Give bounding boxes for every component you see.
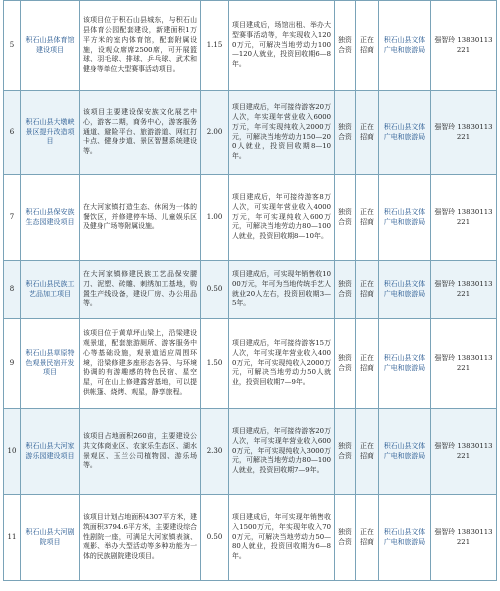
investment-amount: 1.50 xyxy=(201,319,229,409)
table-row xyxy=(4,409,497,495)
contact-info: 强智玲 13830113221 xyxy=(431,495,497,581)
project-description: 该项目位于黄草坪山梁上，沿梁建设观景道，配套旅游厕所、游客服务中心等基础设施，观景道适应周围环境，沿梁修建多座形态各异、与环境协调的有游趣感的特色民宿、星空屋，可在山上修建露营基地，可以提供帐篷、烧烤、观星，静享旅程。 xyxy=(80,319,201,409)
project-name: 积石山县大墩峡景区提升改造项目 xyxy=(21,91,80,175)
investment-project-table xyxy=(3,0,497,581)
project-description: 该项目位于积石山县城东，与积石山县体育公园配套建设，新建面积1万平方米的室内体育馆，配套附属设施，设观众席席2500席，可开展篮球、羽毛球、排球、乒乓球、武术和健身等单位大型赛事活动项目。 xyxy=(80,1,201,91)
project-status: 正在招商 xyxy=(356,261,379,319)
table-row xyxy=(4,495,497,581)
cooperation-mode: 独资合资 xyxy=(335,495,356,581)
project-status: 正在招商 xyxy=(356,91,379,175)
contact-info: 强智玲 13830113221 xyxy=(431,261,497,319)
project-description: 该项目占地面积260亩，主要建设公共文体商业区、农家乐生态区、湖水景观区、玉兰公司植物园、游乐场等。 xyxy=(80,409,201,495)
contact-info: 强智玲 13830113221 xyxy=(431,319,497,409)
contact-info: 强智玲 13830113221 xyxy=(431,175,497,261)
economic-benefit: 项目建成后，年可接待游客20万人次，年可实现年营业收入6000万元，年可实现纯收入3000万元，可解决当地劳动力80—100人就业，投资回收期7—9年。 xyxy=(229,409,335,495)
contact-info: 强智玲 13830113221 xyxy=(431,1,497,91)
project-name: 积石山县民族工艺品加工项目 xyxy=(21,261,80,319)
project-status: 正在招商 xyxy=(356,1,379,91)
row-index: 7 xyxy=(4,175,21,261)
responsible-unit: 积石山县文体广电和旅游局 xyxy=(379,91,431,175)
project-description: 在大河家镇打造生态、休闲为一体的餐饮区，并修建停车场、儿童娱乐区及健身广场等附属设施。 xyxy=(80,175,201,261)
investment-amount: 2.30 xyxy=(201,409,229,495)
contact-info: 强智玲 13830113221 xyxy=(431,409,497,495)
contact-info: 强智玲 13830113221 xyxy=(431,91,497,175)
cooperation-mode: 独资合资 xyxy=(335,261,356,319)
row-index: 9 xyxy=(4,319,21,409)
project-name: 积石山县保安族生态园建设项目 xyxy=(21,175,80,261)
investment-amount: 2.00 xyxy=(201,91,229,175)
investment-amount: 1.00 xyxy=(201,175,229,261)
project-status: 正在招商 xyxy=(356,495,379,581)
table-row xyxy=(4,1,497,91)
table-row xyxy=(4,319,497,409)
economic-benefit: 项目建成后，场馆出租、举办大型赛事活动等，年实现收入1200万元，可解决当地劳动力100—120人就业，投资回收期6—8年。 xyxy=(229,1,335,91)
responsible-unit: 积石山县文体广电和旅游局 xyxy=(379,261,431,319)
project-description: 该项目主要建设保安族文化展艺中心，游客二期，商务中心，游客服务通道、避险平台、旅游游道、网红打卡点、健身步道、景区智慧系统建设等。 xyxy=(80,91,201,175)
responsible-unit: 积石山县文体广电和旅游局 xyxy=(379,175,431,261)
row-index: 5 xyxy=(4,1,21,91)
cooperation-mode: 独资合资 xyxy=(335,409,356,495)
responsible-unit: 积石山县文体广电和旅游局 xyxy=(379,495,431,581)
row-index: 11 xyxy=(4,495,21,581)
responsible-unit: 积石山县文体广电和旅游局 xyxy=(379,1,431,91)
project-name: 积石山县草原特色观景民宿开发项目 xyxy=(21,319,80,409)
investment-amount: 1.15 xyxy=(201,1,229,91)
project-status: 正在招商 xyxy=(356,409,379,495)
row-index: 10 xyxy=(4,409,21,495)
project-name: 积石山县大河剧院项目 xyxy=(21,495,80,581)
project-name: 积石山县大河家游乐园建设项目 xyxy=(21,409,80,495)
cooperation-mode: 独资合资 xyxy=(335,319,356,409)
table-row xyxy=(4,261,497,319)
project-name: 积石山县体育馆建设项目 xyxy=(21,1,80,91)
economic-benefit: 项目建成后，年可接待游客20万人次，年实现年营业收入6000万元，年可实现纯收入2000万元，可解决当地劳动力150—200人就业，投资回收期8—10年。 xyxy=(229,91,335,175)
economic-benefit: 项目建成后，年可接待游客15万人次，年可实现年营业收入4000万元，年可实现纯收入2000万元，可解决当地劳动力50人就业，投资回收期7—9年。 xyxy=(229,319,335,409)
project-description: 该项目计划占地面积4307平方米，建筑面积3794.6平方米，主要建设综合性剧院一座，可满足大河家镇表演、观影、举办大型活动等多种功能为一体的民族剧院建设项目。 xyxy=(80,495,201,581)
cooperation-mode: 独资合资 xyxy=(335,91,356,175)
table-row xyxy=(4,175,497,261)
investment-amount: 0.50 xyxy=(201,495,229,581)
economic-benefit: 项目建成后，可实现年销售收1000万元，年可为当地传统手艺人就业20人左右，投资回收期3—5年。 xyxy=(229,261,335,319)
economic-benefit: 项目建成后，年可实现年销售收入1500万元，年实现年收入700万元，可解决当地劳动力50—80人就业，投资回收期为6—8年。 xyxy=(229,495,335,581)
cooperation-mode: 独资合资 xyxy=(335,175,356,261)
row-index: 6 xyxy=(4,91,21,175)
project-description: 在大河家镇修建民族工艺品保安腰刀、泥塑、砖雕、刺绣加工基地，购置生产线设备，建设厂房、办公用品等。 xyxy=(80,261,201,319)
economic-benefit: 项目建成后，年可接待游客8万人次，可实现年营业收入4000万元，年可实现纯收入600万元，可解决当地劳动力80—100人就业，投资回收期8—10年。 xyxy=(229,175,335,261)
project-status: 正在招商 xyxy=(356,319,379,409)
project-status: 正在招商 xyxy=(356,175,379,261)
table-row xyxy=(4,91,497,175)
investment-amount: 0.50 xyxy=(201,261,229,319)
responsible-unit: 积石山县文体广电和旅游局 xyxy=(379,319,431,409)
responsible-unit: 积石山县文体广电和旅游局 xyxy=(379,409,431,495)
cooperation-mode: 独资合资 xyxy=(335,1,356,91)
row-index: 8 xyxy=(4,261,21,319)
